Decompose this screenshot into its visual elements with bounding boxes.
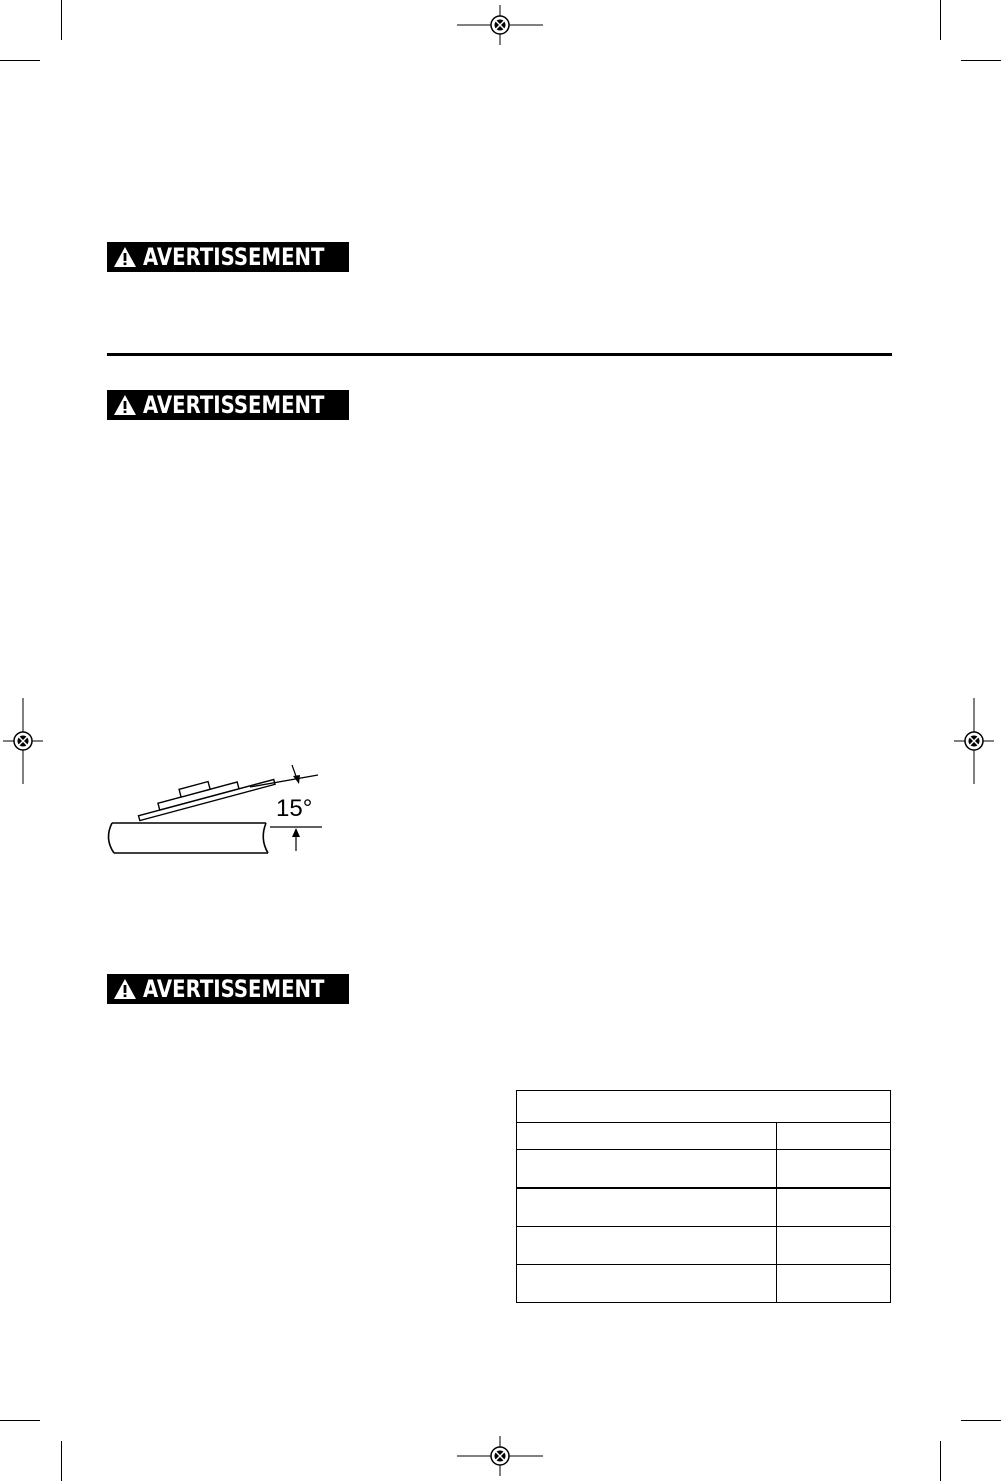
registration-mark-icon	[457, 1436, 543, 1476]
warning-label: AVERTISSEMENT	[143, 391, 325, 419]
table-cell	[777, 1123, 891, 1150]
table-cell	[777, 1227, 891, 1265]
section-divider	[107, 353, 892, 356]
crop-mark	[0, 60, 40, 61]
crop-mark	[961, 1420, 1001, 1421]
crop-mark	[0, 1420, 40, 1421]
warning-triangle-icon	[113, 246, 137, 268]
crop-mark	[940, 0, 941, 40]
warning-triangle-icon	[113, 978, 137, 1000]
registration-mark-icon	[3, 698, 43, 784]
table-cell	[517, 1091, 891, 1123]
warning-badge	[107, 242, 349, 272]
registration-mark-icon	[457, 5, 543, 45]
angle-label: 15°	[276, 795, 313, 822]
registration-mark-icon	[954, 698, 994, 784]
warning-triangle-icon	[113, 394, 137, 416]
table-row	[517, 1123, 891, 1150]
table-cell	[517, 1123, 777, 1150]
table-cell	[777, 1265, 891, 1303]
crop-mark	[61, 0, 62, 40]
table-cell	[517, 1188, 777, 1227]
table-cell	[517, 1227, 777, 1265]
warning-label: AVERTISSEMENT	[143, 975, 325, 1003]
table-row	[517, 1265, 891, 1303]
table-row	[517, 1227, 891, 1265]
crop-mark	[961, 60, 1001, 61]
crop-mark	[61, 1441, 62, 1481]
table-cell	[777, 1188, 891, 1227]
table-row	[517, 1150, 891, 1189]
spec-table	[516, 1090, 891, 1303]
table-cell	[777, 1150, 891, 1189]
table-cell	[517, 1265, 777, 1303]
warning-badge	[107, 390, 349, 420]
table-header-row	[517, 1091, 891, 1123]
crop-mark	[940, 1441, 941, 1481]
table-row	[517, 1188, 891, 1227]
warning-label: AVERTISSEMENT	[143, 243, 325, 271]
table-cell	[517, 1150, 777, 1189]
warning-badge	[107, 974, 349, 1004]
